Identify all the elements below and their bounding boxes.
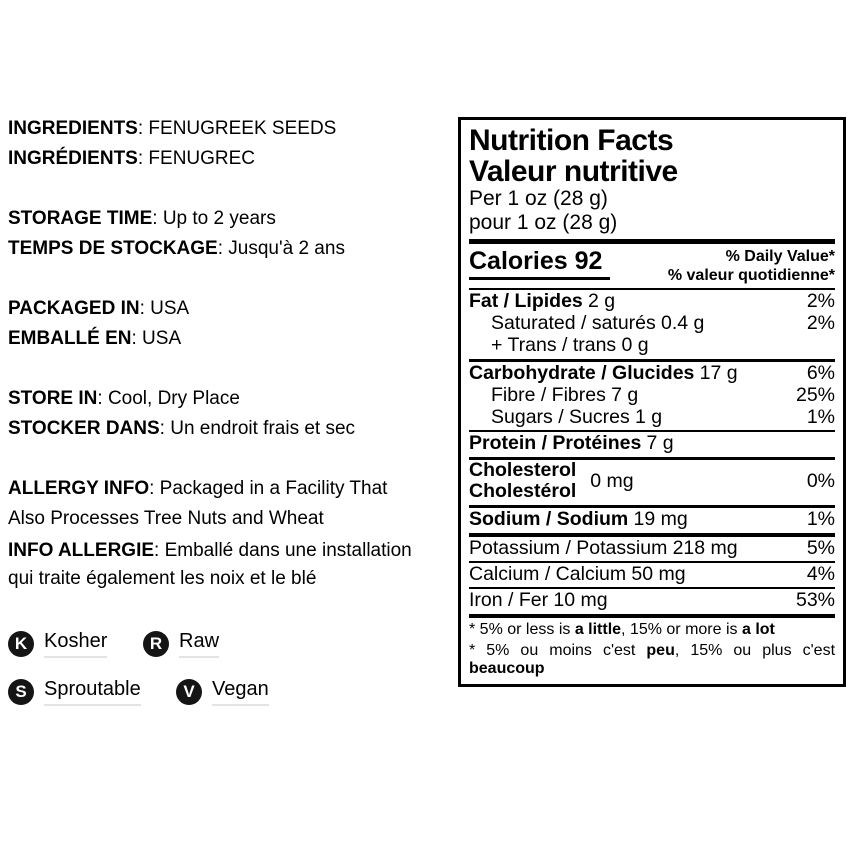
daily-value: 53% [795, 589, 835, 611]
store-in-label-fr: STOCKER DANS [8, 418, 160, 439]
allergy-info-value2-fr: qui traite également les noix et le blé [8, 568, 317, 589]
storage-time-line-fr [8, 235, 345, 263]
ingredients-label-fr: INGRÉDIENTS [8, 148, 138, 169]
raw-icon: R [143, 631, 169, 657]
nutrient-name: Protein / Protéines [469, 432, 642, 454]
nutrient-amount: 7 g [611, 384, 639, 406]
allergy-info-line2-fr [8, 565, 316, 593]
daily-value: 2% [806, 290, 835, 312]
daily-value-header-fr: % valeur quotidienne* [667, 267, 835, 284]
footnote-fr-bold1: peu [646, 642, 675, 659]
storage-time-label-en: STORAGE TIME [8, 208, 153, 229]
packaged-in-line-fr [8, 325, 181, 353]
vegan-label: Vegan [212, 678, 269, 706]
kosher-badge [8, 630, 107, 658]
kosher-label: Kosher [44, 630, 107, 658]
footnote-en-bold2: a lot [741, 621, 775, 638]
ingredients-line-fr [8, 145, 255, 173]
nutrient-amount: 1 g [634, 406, 663, 428]
serving-size-fr: pour 1 oz (28 g) [469, 211, 618, 234]
nutrition-title-fr: Valeur nutritive [469, 155, 678, 188]
ingredients-value-en: : FENUGREEK SEEDS [137, 118, 337, 139]
daily-value: 6% [806, 362, 835, 384]
daily-value: 25% [795, 384, 835, 406]
packaged-in-value-fr: : USA [131, 328, 182, 349]
nutrient-name: Sodium / Sodium [469, 508, 629, 530]
footnote-en-bold1: a little [574, 621, 622, 638]
nutrient-row-calcium [469, 563, 835, 585]
nutrient-amount: 7 g [646, 432, 674, 454]
nutrient-amount: 0 mg [590, 469, 634, 492]
ingredients-line-en [8, 115, 336, 143]
nutrient-row-iron [469, 589, 835, 611]
allergy-info-line1-fr [8, 537, 412, 565]
serving-size-en: Per 1 oz (28 g) [469, 187, 608, 210]
sproutable-label: Sproutable [44, 678, 141, 706]
nutrient-row-fat [469, 290, 835, 312]
packaged-in-label-fr: EMBALLÉ EN [8, 328, 132, 349]
footnote-fr-mid: , 15% ou plus c'est [674, 642, 836, 659]
sproutable-badge [8, 678, 141, 706]
allergy-info-line2-en [8, 505, 324, 533]
daily-value: 2% [806, 312, 835, 334]
daily-value: 0% [806, 469, 835, 492]
footnote-en [469, 621, 835, 639]
allergy-info-value1-fr: : Emballé dans une installation [154, 540, 412, 561]
calories-value: Calories 92 [469, 247, 610, 280]
nutrient-name: Calcium / Calcium [469, 563, 627, 585]
daily-value-header-en: % Daily Value* [725, 248, 835, 265]
divider [469, 239, 835, 244]
sproutable-icon: S [8, 679, 34, 705]
nutrient-row-trans [469, 334, 835, 356]
packaged-in-value-en: : USA [139, 298, 190, 319]
nutrient-name: Sugars / Sucres [491, 406, 630, 428]
allergy-info-value1-en: : Packaged in a Facility That [149, 478, 388, 499]
nutrient-amount: 218 mg [672, 537, 738, 559]
nutrient-name: + Trans / trans [491, 334, 617, 356]
store-in-value-fr: : Un endroit frais et sec [159, 418, 356, 439]
nutrition-title-en: Nutrition Facts [469, 124, 674, 157]
nutrient-name: Iron / Fer [469, 589, 549, 611]
nutrient-name-en: Cholesterol [469, 459, 577, 481]
ingredients-label-en: INGREDIENTS [8, 118, 138, 139]
packaged-in-label-en: PACKAGED IN [8, 298, 140, 319]
footnote-en-text: * 5% or less is [469, 621, 575, 638]
calories-block [469, 247, 835, 285]
daily-value: 1% [806, 406, 835, 428]
nutrient-amount: 0.4 g [661, 312, 705, 334]
nutrient-row-potassium [469, 537, 835, 559]
allergy-info-line1-en [8, 475, 387, 503]
nutrient-row-saturated [469, 312, 835, 334]
nutrient-amount: 10 mg [553, 589, 608, 611]
allergy-info-label-en: ALLERGY INFO [8, 478, 150, 499]
nutrient-row-sugars [469, 406, 835, 428]
nutrient-name: Carbohydrate / Glucides [469, 362, 695, 384]
nutrient-amount: 50 mg [631, 563, 686, 585]
raw-badge [143, 630, 219, 658]
nutrient-row-cholesterol [469, 460, 835, 502]
store-in-line-fr [8, 415, 355, 443]
daily-value: 5% [806, 537, 835, 559]
vegan-badge [176, 678, 269, 706]
store-in-value-en: : Cool, Dry Place [97, 388, 240, 409]
nutrient-name: Potassium / Potassium [469, 537, 668, 559]
nutrient-row-sodium [469, 508, 835, 530]
storage-time-value-fr: : Jusqu'à 2 ans [217, 238, 345, 259]
storage-time-line-en [8, 205, 276, 233]
footnote-fr-text: * 5% ou moins c'est [469, 642, 647, 659]
ingredients-value-fr: : FENUGREC [137, 148, 256, 169]
packaged-in-line-en [8, 295, 189, 323]
nutrient-row-fibre [469, 384, 835, 406]
divider [469, 614, 835, 618]
allergy-info-label-fr: INFO ALLERGIE [8, 540, 155, 561]
raw-label: Raw [179, 630, 219, 658]
store-in-line-en [8, 385, 240, 413]
daily-value: 1% [806, 508, 835, 530]
nutrient-amount: 2 g [588, 290, 616, 312]
allergy-info-value2-en: Also Processes Tree Nuts and Wheat [8, 508, 324, 529]
nutrient-row-carbohydrate [469, 362, 835, 384]
footnote-fr [469, 642, 835, 678]
nutrient-name: Fat / Lipides [469, 290, 583, 312]
kosher-icon: K [8, 631, 34, 657]
nutrient-amount: 17 g [699, 362, 738, 384]
nutrient-row-protein [469, 432, 835, 454]
nutrient-name-fr: Cholestérol [469, 480, 577, 502]
nutrient-amount: 0 g [621, 334, 649, 356]
vegan-icon: V [176, 679, 202, 705]
daily-value: 4% [806, 563, 835, 585]
nutrient-name: Saturated / saturés [491, 312, 656, 334]
storage-time-value-en: : Up to 2 years [152, 208, 276, 229]
daily-value-header [668, 247, 835, 285]
nutrient-name: Fibre / Fibres [491, 384, 606, 406]
nutrient-amount: 19 mg [633, 508, 688, 530]
nutrition-facts-panel [458, 117, 846, 687]
footnote-fr-bold2: beaucoup [469, 660, 545, 677]
store-in-label-en: STORE IN [8, 388, 98, 409]
footnote-en-mid: , 15% or more is [621, 621, 742, 638]
storage-time-label-fr: TEMPS DE STOCKAGE [8, 238, 218, 259]
